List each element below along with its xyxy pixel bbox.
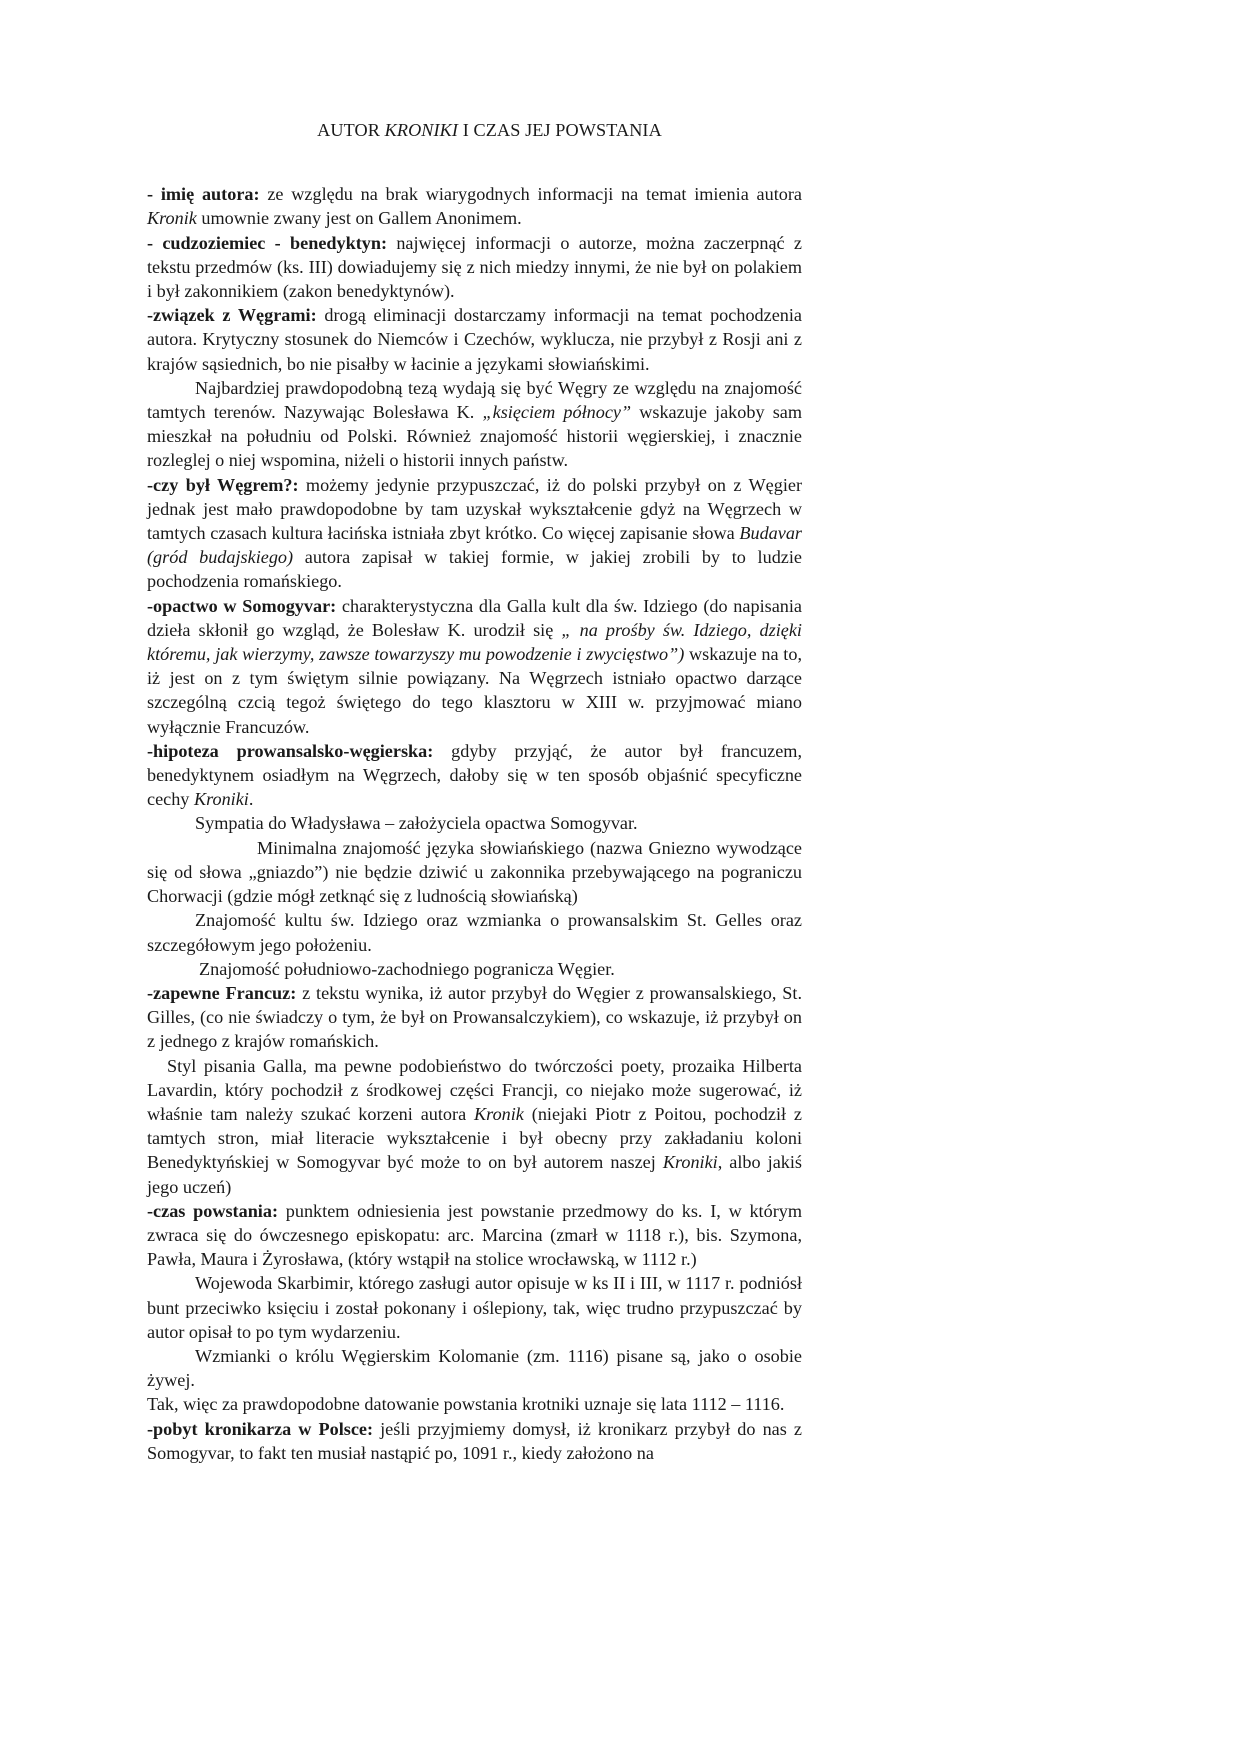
heading-label: -zapewne Francuz: [147, 982, 297, 1003]
paragraph-text: autora zapisał w takiej formie, w jakiej zrobili by to ludzie pochodzenia romańskiego. [147, 547, 802, 592]
title-text: AUTOR [317, 120, 385, 140]
paragraph-writing-style [147, 1054, 802, 1199]
paragraph-koloman [147, 1344, 802, 1392]
paragraph-was-hungarian [147, 473, 802, 594]
paragraph-st-giles-cult [147, 908, 802, 956]
paragraph-text: Wojewoda Skarbimir, którego zasługi autor opisuje w ks II i III, w 1117 r. podniósł bunt przeciwko księciu i został pokonany i oślepiony, tak, więc trudno przypuszczać by autor opisał to po tym wydarzeniu. [147, 1273, 802, 1342]
document-title [147, 118, 802, 142]
paragraph-text: najwięcej informacji o autorze, można zaczerpnąć z tekstu przedmów (ks. III) dowiadujemy się z nich miedzy innymi, że nie był on polakiem i był zakonnikiem (zakon benedyktynów). [147, 232, 803, 302]
paragraph-border-knowledge [147, 957, 802, 981]
paragraph-text: Najbardziej prawdopodobną tezą wydają się być Węgry ze względu na znajomość tamtych terenów. Nazywając Bolesława K. [147, 377, 802, 423]
paragraph-slavic-knowledge [147, 836, 802, 909]
paragraph-probably-french [147, 981, 802, 1054]
heading-label: - cudzoziemiec - benedyktyn: [147, 232, 388, 253]
paragraph-dating [147, 1392, 802, 1416]
paragraph-author-name [147, 182, 802, 230]
paragraph-skarbimir [147, 1271, 802, 1344]
paragraph-text: Minimalna znajomość języka słowiańskiego (nazwa Gniezno wywodzące się od słowa „gniazdo”) nie będzie dziwić u zakonnika przebywającego na pograniczu Chorwacji (gdzie mógł zetknąć się z ludnością słowiańską) [147, 837, 802, 907]
paragraph-text: możemy jedynie przypuszczać, iż do polski przybył on z Węgier jednak jest mało prawdopodobne by tam uzyskał wykształcenie gdyż na Węgrzech w tamtych czasach kultura łacińska istniała zbyt krótko. Co więcej zapisanie słowa [147, 474, 802, 544]
paragraph-sympathy [147, 811, 802, 835]
paragraph-text: Sympatia do Władysława – założyciela opactwa Somogyvar. [195, 813, 638, 834]
heading-label: -hipoteza prowansalsko-węgierska: [147, 740, 434, 761]
italic-text: „ na prośby św. Idziego, dzięki któremu, jak wierzymy, zawsze towarzyszy mu powodzenie i zwycięstwo”) [147, 619, 802, 665]
paragraph-time-of-creation [147, 1199, 802, 1272]
heading-label: - imię autora: [147, 184, 260, 205]
paragraph-text: Znajomość kultu św. Idziego oraz wzmianka o prowansalskim St. Gelles oraz szczegółowym jego położeniu. [147, 910, 802, 955]
italic-text: Budavar (gród budajskiego) [147, 523, 802, 568]
title-text-end: I CZAS JEJ POWSTANIA [458, 120, 662, 140]
paragraph-text: charakterystyczna dla Galla kult dla św. Idziego (do napisania dzieła skłonił go wzgląd, że Bolesław K. urodził się [147, 595, 802, 640]
document-page [147, 100, 802, 1465]
title-italic: KRONIKI [384, 120, 459, 140]
paragraph-text: Wzmianki o królu Węgierskim Kolomanie (zm. 1116) pisane są, jako o osobie żywej. [147, 1345, 802, 1391]
paragraph-text: wskazuje jakoby sam mieszkał na południu od Polski. Również znajomość historii węgierskiej, i znacznie rozleglej o niej wspomina, niżeli o historii innych państw. [147, 402, 802, 471]
heading-label: -opactwo w Somogyvar: [147, 595, 337, 616]
paragraph-text: umownie zwany jest on Gallem Anonimem. [196, 208, 522, 229]
italic-text: Kroniki [193, 789, 249, 810]
paragraph-text: (niejaki Piotr z Poitou, pochodził z tamtych stron, miał literacie wykształcenie i był obecny przy zakładaniu koloni Benedyktyńskiej w Somogyvar być może to on był autorem naszej [147, 1103, 802, 1173]
paragraph-text: . [248, 789, 254, 810]
heading-label: -związek z Węgrami: [147, 305, 317, 326]
italic-text: Kroniki [662, 1152, 718, 1173]
paragraph-text: wskazuje na to, iż jest on z tym świętym silnie powiązany. Na Węgrzech istniało opactwo darzące szczególną czcią tegoż świętego do tego klasztoru w XIII w. przyjmować miano wyłącznie Francuzów. [147, 644, 802, 737]
italic-text: Kronik [474, 1103, 524, 1124]
paragraph-foreigner [147, 231, 802, 304]
italic-text: Kronik [147, 208, 197, 229]
paragraph-text: ze względu na brak wiarygodnych informacji na temat imienia autora [259, 184, 803, 205]
paragraph-text: z tekstu wynika, iż autor przybył do Węgier z prowansalskiego, St. Gilles, (co nie świadczy o tym, że był on Prowansalczykiem), co wskazuje, iż przybył on z jednego z krajów romańskich. [147, 982, 802, 1052]
paragraph-text: Tak, więc za prawdopodobne datowanie powstania krotniki uznaje się lata 1112 – 1116. [147, 1394, 785, 1415]
paragraph-text: Styl pisania Galla, ma pewne podobieństwo do twórczości poety, prozaika Hilberta Lavardin, który pochodził z środkowej części Francji, co niejako może sugerować, iż właśnie tam należy szukać korzeni autora [147, 1055, 802, 1124]
paragraph-hungary-thesis [147, 376, 802, 473]
paragraph-text: punktem odniesienia jest powstanie przedmowy do ks. I, w którym zwraca się do ówczesnego episkopatu: arc. Marcina (zmarł w 1118 r.), bis. Szymona, Pawła, Maura i Żyrosława, (który wstąpił na stolice wrocławską, w 1112 r.) [147, 1200, 802, 1270]
paragraph-text: drogą eliminacji dostarczamy informacji na temat pochodzenia autora. Krytyczny stosunek do Niemców i Czechów, wyklucza, nie przybył z Rosji ani z krajów sąsiednich, bo nie pisałby w łacinie a językami słowiańskimi. [147, 305, 802, 374]
italic-text: „księciem północy” [482, 402, 632, 423]
heading-label: -czy był Węgrem?: [147, 474, 299, 495]
paragraph-hungary-link [147, 303, 802, 376]
paragraph-text: jeśli przyjmiemy domysł, iż kronikarz przybył do nas z Somogyvar, to fakt ten musiał nastąpić po, 1091 r., kiedy założono na [147, 1418, 802, 1463]
paragraph-somogyvar-abbey [147, 594, 802, 739]
paragraph-text: gdyby przyjąć, że autor był francuzem, benedyktynem osiadłym na Węgrzech, dałoby się w ten sposób objaśnić specyficzne cechy [147, 740, 802, 810]
paragraph-text: Znajomość południowo-zachodniego pogranicza Węgier. [199, 958, 615, 979]
heading-label: -czas powstania: [147, 1200, 279, 1221]
paragraph-text: , albo jakiś jego uczeń) [147, 1152, 802, 1197]
heading-label: -pobyt kronikarza w Polsce: [147, 1418, 374, 1439]
paragraph-hypothesis [147, 739, 802, 812]
paragraph-stay-in-poland [147, 1417, 802, 1465]
